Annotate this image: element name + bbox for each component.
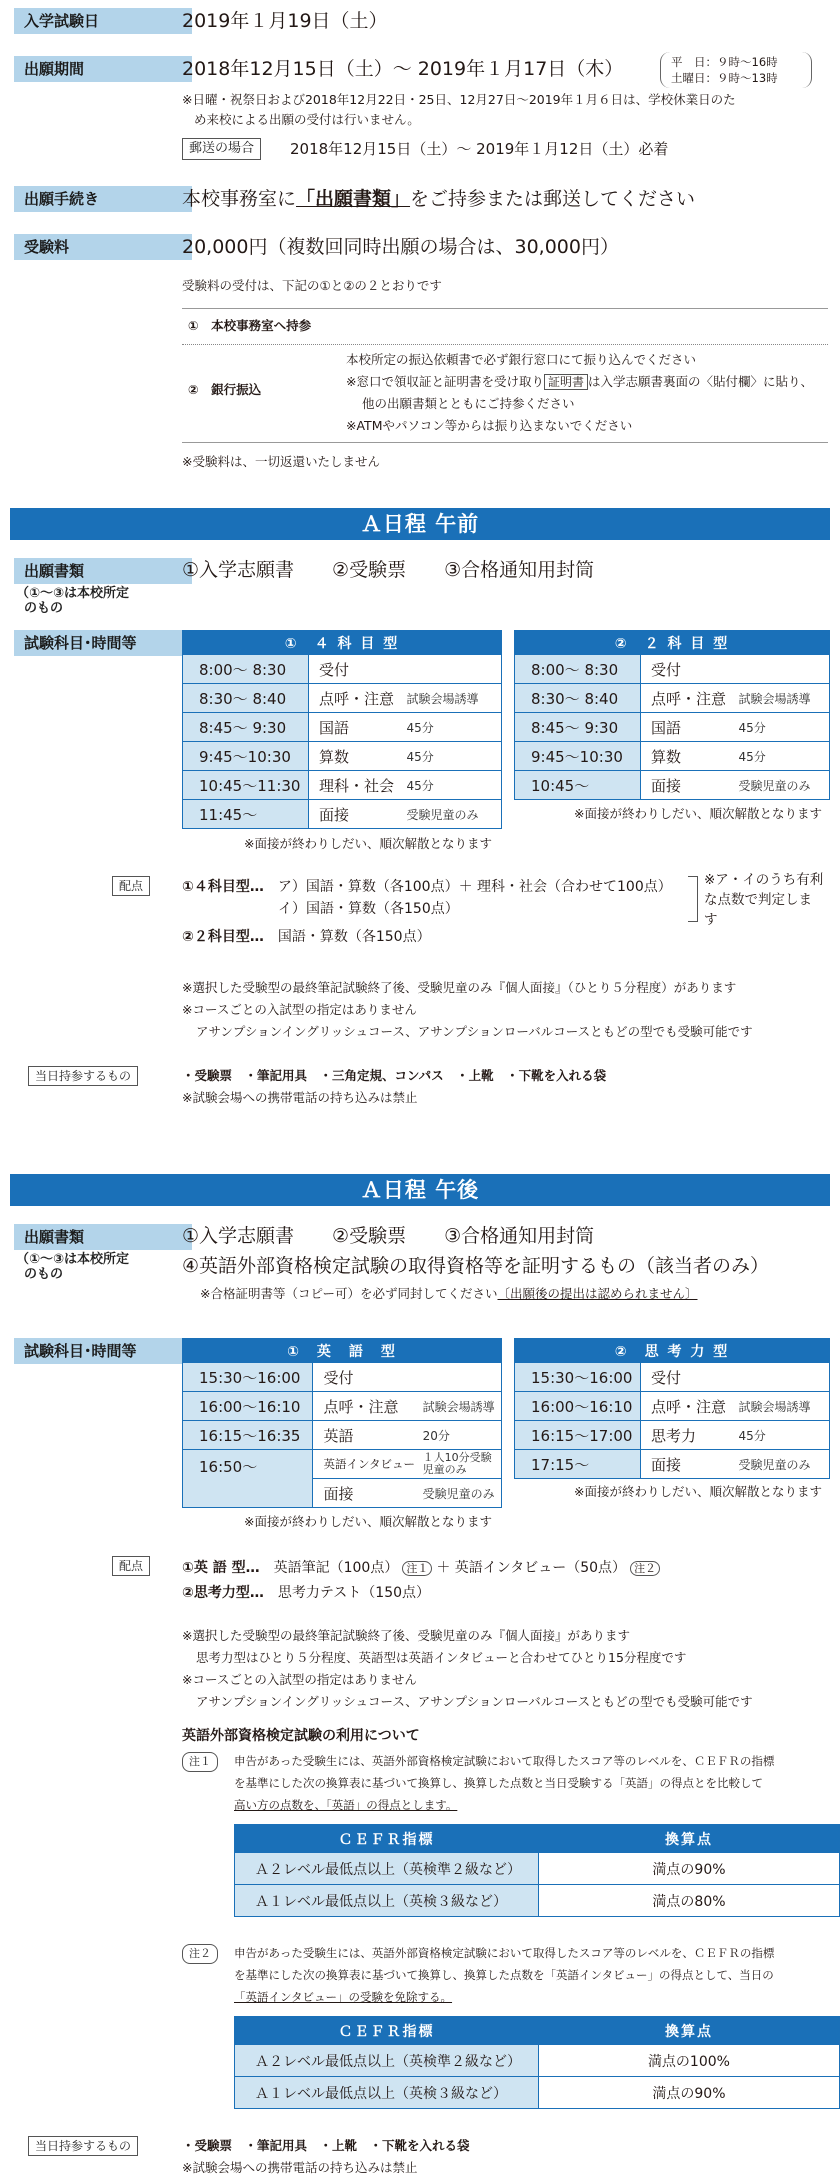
pm-table-thinking-head: ② 思 考 力 型 [515, 1339, 830, 1363]
pm-docs-note-pre: ※合格証明書等（コピー可）を必ず同封してください [200, 1286, 498, 1301]
table-row [515, 684, 830, 713]
table-row [183, 1450, 502, 1479]
pm-n1-line-2: を基準にした次の換算表に基づいて換算し、換算した点数と当日受験する「英語」の得点とを比較して [234, 1776, 763, 1790]
cefr1-r2-level: Ａ１レベル最低点以上（英検３級など） [235, 1885, 539, 1917]
row-event: 算数 [641, 742, 735, 771]
am-note-3: アサンプションイングリッシュコース、アサンプションローバルコースともどの型でも受験可能です [196, 1024, 753, 1039]
row-event: 点呼・注意 [309, 684, 403, 713]
row-time: 16:15～17:00 [515, 1421, 641, 1450]
pm-docs-sub-2: のもの [24, 1267, 64, 1282]
fee-amount: 20,000円（複数回同時出願の場合は、30,000円） [182, 236, 619, 258]
table-row [515, 1363, 830, 1392]
cefr2-head-1: ＣＥＦＲ指標 [235, 2017, 539, 2045]
table-row [235, 1885, 840, 1917]
pm-n1-line-3: 高い方の点数を、「英語」の得点とします。 [234, 1798, 458, 1812]
row-event: 英語インタビュー [313, 1450, 419, 1479]
row-note: 45分 [403, 713, 502, 742]
am-table-4subj-note: ※面接が終わりしだい、順次解散となります [244, 836, 492, 851]
period-label: 出願期間 [14, 56, 192, 82]
table-row [235, 2077, 840, 2109]
pm-score1-head: ①英 語 型… [182, 1560, 260, 1576]
pm-note-3: ※コースごとの入試型の指定はありません [182, 1672, 417, 1687]
pm-docs-list-2: ④英語外部資格検定試験の取得資格等を証明するもの（該当者のみ） [182, 1255, 770, 1277]
pm-note-4: アサンプションイングリッシュコース、アサンプションローバルコースともどの型でも受験可能です [196, 1694, 753, 1709]
cefr1-head-1: ＣＥＦＲ指標 [235, 1825, 539, 1853]
pm-score1-a: 英語筆記（100点） [273, 1560, 399, 1576]
fee-divider-bottom [182, 442, 828, 443]
row-note: 受験児童のみ [403, 800, 502, 829]
row-note [735, 655, 830, 684]
bank-cert-tag: 証明書 [544, 374, 588, 390]
row-event: 受付 [641, 1363, 735, 1392]
table-row [183, 1392, 502, 1421]
row-event: 受付 [313, 1363, 419, 1392]
fee-note: 受験料の受付は、下記の①と②の２とおりです [182, 278, 442, 293]
table-row [515, 1392, 830, 1421]
am-docs-list: ①入学志願書 ②受験票 ③合格通知用封筒 [182, 559, 595, 581]
row-event: 受付 [641, 655, 735, 684]
row-note: 受験児童のみ [419, 1479, 502, 1508]
procedure-text [182, 185, 695, 213]
table-row [515, 1421, 830, 1450]
pm-banner: Ａ日程 午後 [10, 1174, 830, 1206]
pm-cefr-table-1 [234, 1824, 840, 1917]
fee-option-1: ① 本校事務室へ持参 [188, 318, 312, 333]
cefr2-r1-score: 満点の100% [538, 2045, 839, 2077]
mail-period: 2018年12月15日（土）～ 2019年１月12日（土）必着 [290, 140, 669, 158]
cefr2-r2-score: 満点の90% [538, 2077, 839, 2109]
fee-option-2: ② 銀行振込 [188, 382, 262, 397]
period-text: 2018年12月15日（土）～ 2019年１月17日（木） [182, 58, 624, 80]
procedure-doc: 「出願書類」 [296, 188, 411, 210]
row-time: 16:00～16:10 [183, 1392, 313, 1421]
pm-note-2: 思考力型はひとり５分程度、英語型は英語インタビューと合わせてひとり15分程度です [196, 1650, 687, 1665]
row-note: 試験会場誘導 [403, 684, 502, 713]
am-bring-note: ※試験会場への携帯電話の持ち込みは禁止 [182, 1090, 418, 1105]
pm-docs-label: 出願書類 [14, 1224, 192, 1250]
am-score-bracket [688, 876, 698, 922]
am-docs-sub-2: のもの [24, 601, 64, 616]
am-bring: ・受験票 ・筆記用具 ・三角定規、コンパス ・上靴 ・下靴を入れる袋 [182, 1068, 607, 1083]
pm-score2-head: ②思考力型… [182, 1585, 264, 1601]
row-event: 思考力 [641, 1421, 735, 1450]
am-score-side-3: す [704, 912, 718, 928]
row-event: 面接 [313, 1479, 419, 1508]
procedure-post: をご持参または郵送してください [410, 188, 696, 210]
table-row [183, 684, 502, 713]
bank-line-3: 他の出願書類とともにご持参ください [362, 396, 575, 411]
hours-weekday: 平 日：９時～16時 [671, 55, 778, 69]
row-time: 8:00～ 8:30 [515, 655, 641, 684]
pm-n2-tag: 注２ [182, 1944, 218, 1964]
pm-score-block [182, 1556, 660, 1605]
fee-label: 受験料 [14, 234, 192, 260]
pm-docs-note [200, 1284, 698, 1304]
am-score1-head: ①４科目型… [182, 879, 264, 895]
row-event: 英語 [313, 1421, 419, 1450]
row-event: 面接 [309, 800, 403, 829]
row-note [419, 1363, 502, 1392]
pm-score-tag: 配点 [112, 1556, 150, 1576]
row-event: 国語 [641, 713, 735, 742]
row-time: 16:00～16:10 [515, 1392, 641, 1421]
bank-line-1: 本校所定の振込依頼書で必ず銀行窓口にて振り込んでください [346, 352, 697, 367]
row-time: 8:30～ 8:40 [515, 684, 641, 713]
mail-tag: 郵送の場合 [182, 138, 261, 160]
am-banner: Ａ日程 午前 [10, 508, 830, 540]
pm-score1-note2-tag: 注２ [630, 1561, 660, 1576]
row-time: 8:45～ 9:30 [515, 713, 641, 742]
am-docs-sub [16, 586, 129, 616]
am-table-2subj [514, 630, 830, 800]
table-row [183, 1363, 502, 1392]
pm-docs-sub [16, 1252, 129, 1282]
fee-refund-note: ※受験料は、一切返還いたしません [182, 454, 380, 469]
pm-bring-tag: 当日持参するもの [28, 2136, 138, 2156]
pm-n2-line-3: 「英語インタビュー」の受験を免除する。 [234, 1990, 453, 2004]
pm-table-thinking [514, 1338, 830, 1479]
row-event: 点呼・注意 [641, 684, 735, 713]
pm-table-english-note: ※面接が終わりしだい、順次解散となります [244, 1514, 492, 1529]
pm-score2: 思考力テスト（150点） [277, 1585, 431, 1601]
row-note: 45分 [403, 742, 502, 771]
row-time: 15:30～16:00 [515, 1363, 641, 1392]
bank-line-2 [346, 372, 813, 392]
pm-cefr-table-2 [234, 2016, 840, 2109]
pm-n2-line-2: を基準にした次の換算表に基づいて換算し、換算した点数を「英語インタビュー」の得点として、当日の [234, 1968, 774, 1982]
am-docs-label: 出願書類 [14, 558, 192, 584]
pm-docs-list-1: ①入学志願書 ②受験票 ③合格通知用封筒 [182, 1225, 595, 1247]
row-note: 20分 [419, 1421, 502, 1450]
table-row [183, 800, 502, 829]
row-note: 45分 [735, 742, 830, 771]
row-note: 受験児童のみ [735, 1450, 830, 1479]
row-note: 45分 [403, 771, 502, 800]
table-row [515, 1450, 830, 1479]
cefr1-r2-score: 満点の80% [538, 1885, 839, 1917]
am-bring-tag: 当日持参するもの [28, 1066, 138, 1086]
cefr1-head-2: 換算点 [538, 1825, 839, 1853]
table-row [183, 655, 502, 684]
row-time: 15:30～16:00 [183, 1363, 313, 1392]
pm-ext-title: 英語外部資格検定試験の利用について [182, 1728, 420, 1744]
table-row [235, 2045, 840, 2077]
table-row [515, 742, 830, 771]
pm-table-english-head: ① 英 語 型 [183, 1339, 502, 1363]
row-event: 点呼・注意 [313, 1392, 419, 1421]
am-score-tag: 配点 [112, 876, 150, 896]
pm-docs-note-u: 〔出願後の提出は認められません〕 [497, 1286, 698, 1301]
row-time: 9:45～10:30 [515, 742, 641, 771]
row-note [735, 1363, 830, 1392]
cefr1-r1-score: 満点の90% [538, 1853, 839, 1885]
row-time: 11:45～ [183, 800, 309, 829]
cefr2-r2-level: Ａ１レベル最低点以上（英検３級など） [235, 2077, 539, 2109]
pm-note-1: ※選択した受験型の最終筆記試験終了後、受験児童のみ『個人面接』があります [182, 1628, 630, 1643]
table-row [183, 713, 502, 742]
fee-divider-top [182, 308, 828, 309]
am-score-block [182, 876, 672, 948]
am-score2-head: ②２科目型… [182, 929, 264, 945]
table-row [183, 742, 502, 771]
row-note: 試験会場誘導 [419, 1392, 502, 1421]
am-table-2subj-note: ※面接が終わりしだい、順次解散となります [574, 806, 822, 821]
pm-bring: ・受験票 ・筆記用具 ・上靴 ・下靴を入れる袋 [182, 2138, 470, 2153]
row-time: 16:15～16:35 [183, 1421, 313, 1450]
row-note: 受験児童のみ [735, 771, 830, 800]
row-note: 45分 [735, 713, 830, 742]
row-time: 8:00～ 8:30 [183, 655, 309, 684]
table-row [183, 771, 502, 800]
period-note-1: ※日曜・祝祭日および2018年12月22日・25日、12月27日～2019年１月６日は、学校休業日のた [182, 92, 736, 107]
am-subj-label: 試験科目･時間等 [14, 630, 192, 656]
pm-table-thinking-note: ※面接が終わりしだい、順次解散となります [574, 1484, 822, 1499]
am-score1b: イ）国語・算数（各150点） [278, 901, 459, 917]
am-note-2: ※コースごとの入試型の指定はありません [182, 1002, 417, 1017]
am-score-side [704, 870, 823, 930]
hours-saturday: 土曜日：９時～13時 [671, 71, 778, 85]
bank-line-4: ※ATMやパソコン等からは振り込まないでください [346, 418, 633, 433]
bank-line-2-pre: ※窓口で領収証と証明書を受け取り [346, 374, 544, 389]
table-row [515, 655, 830, 684]
row-note: 試験会場誘導 [735, 1392, 830, 1421]
am-table-2subj-head: ② ２ 科 目 型 [515, 631, 830, 655]
row-event: 受付 [309, 655, 403, 684]
bank-line-2-post: は入学志願書裏面の〈貼付欄〉に貼り、 [588, 374, 814, 389]
am-score1a: ア）国語・算数（各100点）＋ 理科・社会（合わせて100点） [277, 879, 672, 895]
exam-date: 2019年１月19日（土） [182, 10, 388, 32]
row-time: 9:45～10:30 [183, 742, 309, 771]
row-event: 面接 [641, 771, 735, 800]
pm-n1-line-1: 申告があった受験生には、英語外部資格検定試験において取得したスコア等のレベルを、ＣＥＦＲの指標 [234, 1754, 775, 1768]
procedure-label: 出願手続き [14, 186, 192, 212]
pm-score1-note1-tag: 注１ [402, 1561, 432, 1576]
table-row [235, 1853, 840, 1885]
row-event: 理科・社会 [309, 771, 403, 800]
row-note: １人10分受験児童のみ [419, 1450, 502, 1479]
pm-n2-line-1: 申告があった受験生には、英語外部資格検定試験において取得したスコア等のレベルを、ＣＥＦＲの指標 [234, 1946, 775, 1960]
table-row [183, 1421, 502, 1450]
table-row [515, 713, 830, 742]
am-table-4subj [182, 630, 502, 829]
reception-hours [660, 52, 812, 88]
fee-divider-mid [182, 344, 828, 345]
row-time: 16:50～ [183, 1450, 313, 1508]
row-event: 面接 [641, 1450, 735, 1479]
row-note: 45分 [735, 1421, 830, 1450]
row-time: 17:15～ [515, 1450, 641, 1479]
period-note-2: め来校による出願の受付は行いません。 [194, 112, 420, 127]
procedure-pre: 本校事務室に [182, 188, 297, 210]
row-note [403, 655, 502, 684]
row-note: 試験会場誘導 [735, 684, 830, 713]
am-note-1: ※選択した受験型の最終筆記試験終了後、受験児童のみ『個人面接』（ひとり５分程度）があります [182, 980, 737, 995]
row-time: 8:45～ 9:30 [183, 713, 309, 742]
row-time: 8:30～ 8:40 [183, 684, 309, 713]
cefr1-r1-level: Ａ２レベル最低点以上（英検準２級など） [235, 1853, 539, 1885]
pm-docs-sub-1: （①～③は本校所定 [16, 1252, 130, 1267]
row-time: 10:45～11:30 [183, 771, 309, 800]
pm-n1-tag: 注１ [182, 1752, 218, 1772]
row-time: 10:45～ [515, 771, 641, 800]
am-table-4subj-head: ① ４ 科 目 型 [183, 631, 502, 655]
row-event: 国語 [309, 713, 403, 742]
pm-score1-b: ＋ 英語インタビュー（50点） [436, 1560, 627, 1576]
table-row [515, 771, 830, 800]
exam-date-label: 入学試験日 [14, 8, 192, 34]
row-event: 点呼・注意 [641, 1392, 735, 1421]
pm-bring-note: ※試験会場への携帯電話の持ち込みは禁止 [182, 2160, 418, 2175]
am-score-side-2: な点数で判定しま [704, 892, 812, 908]
row-event: 算数 [309, 742, 403, 771]
cefr2-head-2: 換算点 [538, 2017, 839, 2045]
am-docs-sub-1: （①～③は本校所定 [16, 586, 130, 601]
am-score-side-1: ※ア・イのうち有利 [704, 872, 824, 888]
cefr2-r1-level: Ａ２レベル最低点以上（英検準２級など） [235, 2045, 539, 2077]
pm-subj-label: 試験科目･時間等 [14, 1338, 192, 1364]
am-score2: 国語・算数（各150点） [277, 929, 431, 945]
pm-table-english [182, 1338, 502, 1508]
